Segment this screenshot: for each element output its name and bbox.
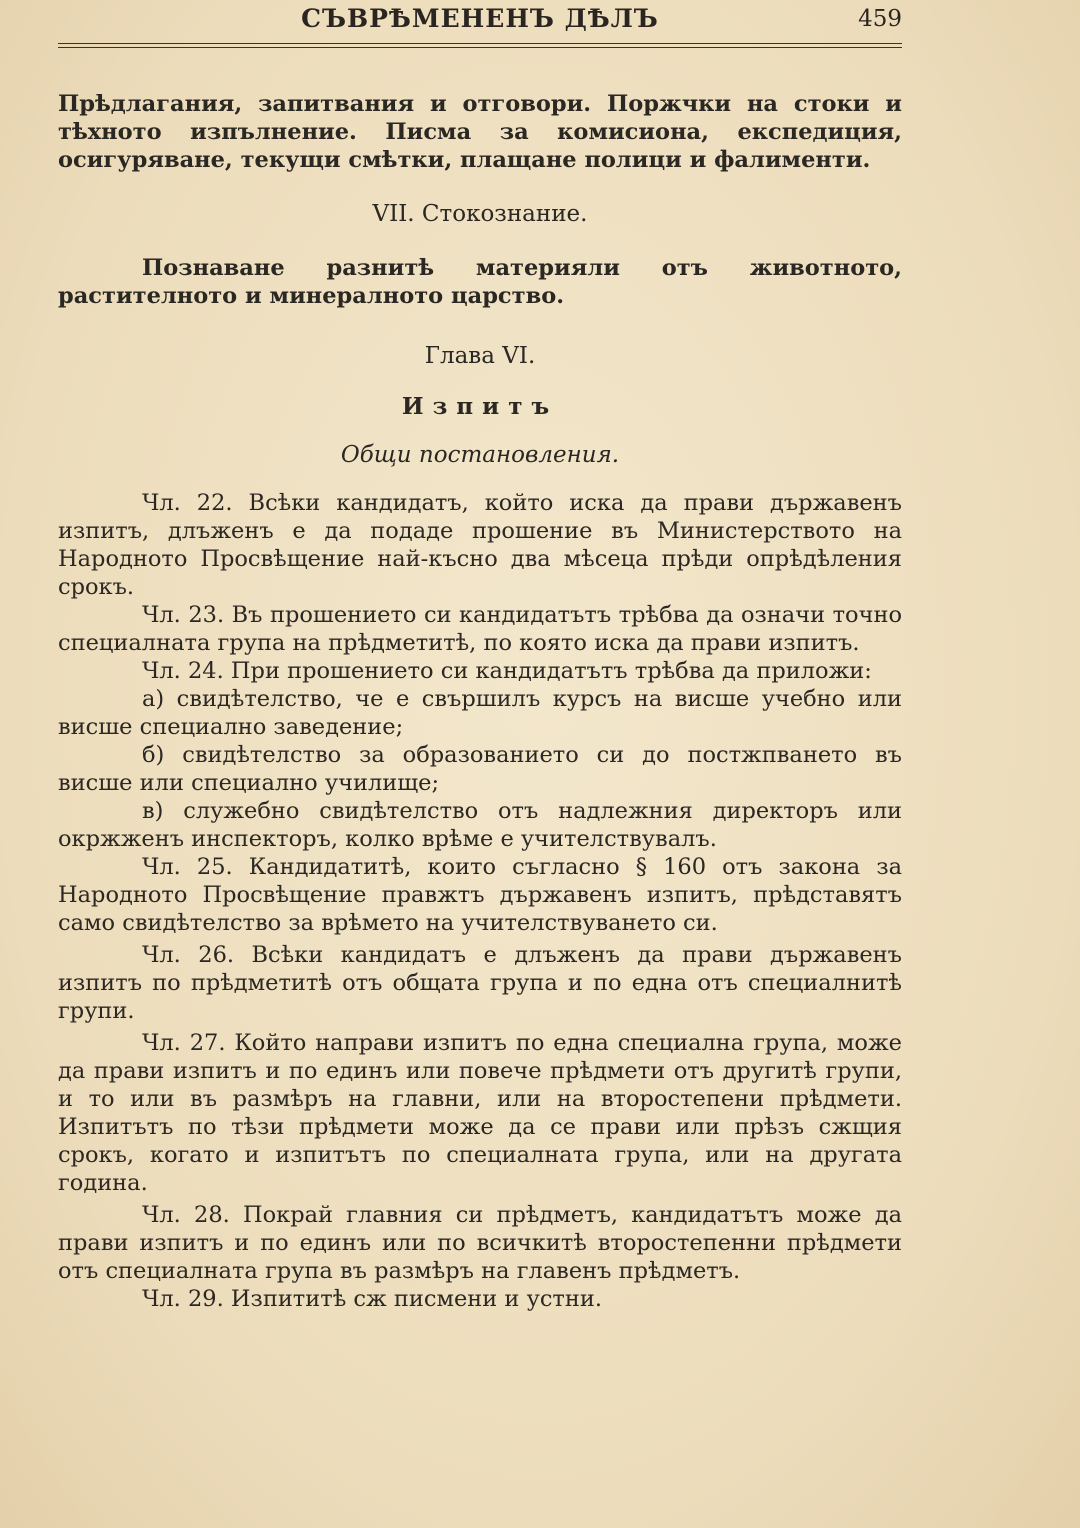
running-head: [58, 4, 902, 34]
article-22: Чл. 22. Всѣки кандидатъ, който иска да прави държавенъ изпитъ, длъженъ е да подаде прошение въ Министерството на Народното Просвѣщение най-късно два мѣсеца прѣди опрѣдѣления срокъ.: [58, 490, 902, 600]
article-24-item-b: б) свидѣтелство за образованието си до постжпването въ висше или специално училище;: [58, 742, 902, 796]
article-25: Чл. 25. Кандидатитѣ, които съгласно § 160 отъ закона за Народното Просвѣщение правжтъ държавенъ изпитъ, прѣдставятъ само свидѣтелство за врѣмето на учителствуването си.: [58, 854, 902, 936]
intro-text: Прѣдлагания, запитвания и отговори. Поржчки на стоки и тѣхното изпълнение. Писма за комисиона, експедиция, осигуряване, текущи смѣтки, плащане полици и фалименти.: [58, 91, 902, 173]
page-number: 459: [858, 6, 902, 32]
section-vii-text: Познаване разнитѣ материяли отъ животното, растителното и минералното царство.: [58, 255, 902, 309]
article-23: Чл. 23. Въ прошението си кандидатътъ трѣбва да означи точно специалната група на прѣдметитѣ, по която иска да прави изпитъ.: [58, 602, 902, 656]
chapter-subtitle: Общи постановления.: [340, 442, 620, 468]
header-rule-bottom: [58, 47, 902, 48]
article-24-item-a: а) свидѣтелство, че е свършилъ курсъ на висше учебно или висше специално заведение;: [58, 686, 902, 740]
article-26: Чл. 26. Всѣки кандидатъ е длъженъ да прави държавенъ изпитъ по прѣдметитѣ отъ общата група и по една отъ специалнитѣ групи.: [58, 942, 902, 1024]
header-rule-top: [58, 43, 902, 44]
chapter-heading: Глава VI.: [424, 343, 536, 369]
section-vii-paragraph: [58, 254, 902, 310]
article-28: Чл. 28. Покрай главния си прѣдметъ, кандидатътъ може да прави изпитъ и по единъ или по всичкитѣ второстепенни прѣдмети отъ специалната група въ размѣръ на главенъ прѣдметъ.: [58, 1202, 902, 1284]
intro-paragraph: [58, 90, 902, 174]
article-29: Чл. 29. Изпититѣ сж писмени и устни.: [142, 1286, 603, 1312]
running-title: СЪВРѢМЕНЕНЪ ДѢЛЪ: [301, 4, 659, 33]
article-24: Чл. 24. При прошението си кандидатътъ трѣбва да приложи:: [142, 658, 872, 684]
chapter-title: Изпитъ: [401, 393, 559, 420]
article-24-item-c: в) служебно свидѣтелство отъ надлежния директоръ или окржженъ инспекторъ, колко врѣме е учителствувалъ.: [58, 798, 902, 852]
section-vii-heading: VII. Стокознание.: [372, 201, 588, 227]
articles-block: [58, 489, 902, 1313]
article-27: Чл. 27. Който направи изпитъ по една специална група, може да прави изпитъ и по единъ или повече прѣдмети отъ другитѣ групи, и то или въ размѣръ на главни, или на второстепени прѣдмети. Изпитътъ по тѣзи прѣдмети може да се прави или прѣзъ сжщия срокъ, когато и изпитътъ по специалната група, или на другата година.: [58, 1030, 902, 1196]
